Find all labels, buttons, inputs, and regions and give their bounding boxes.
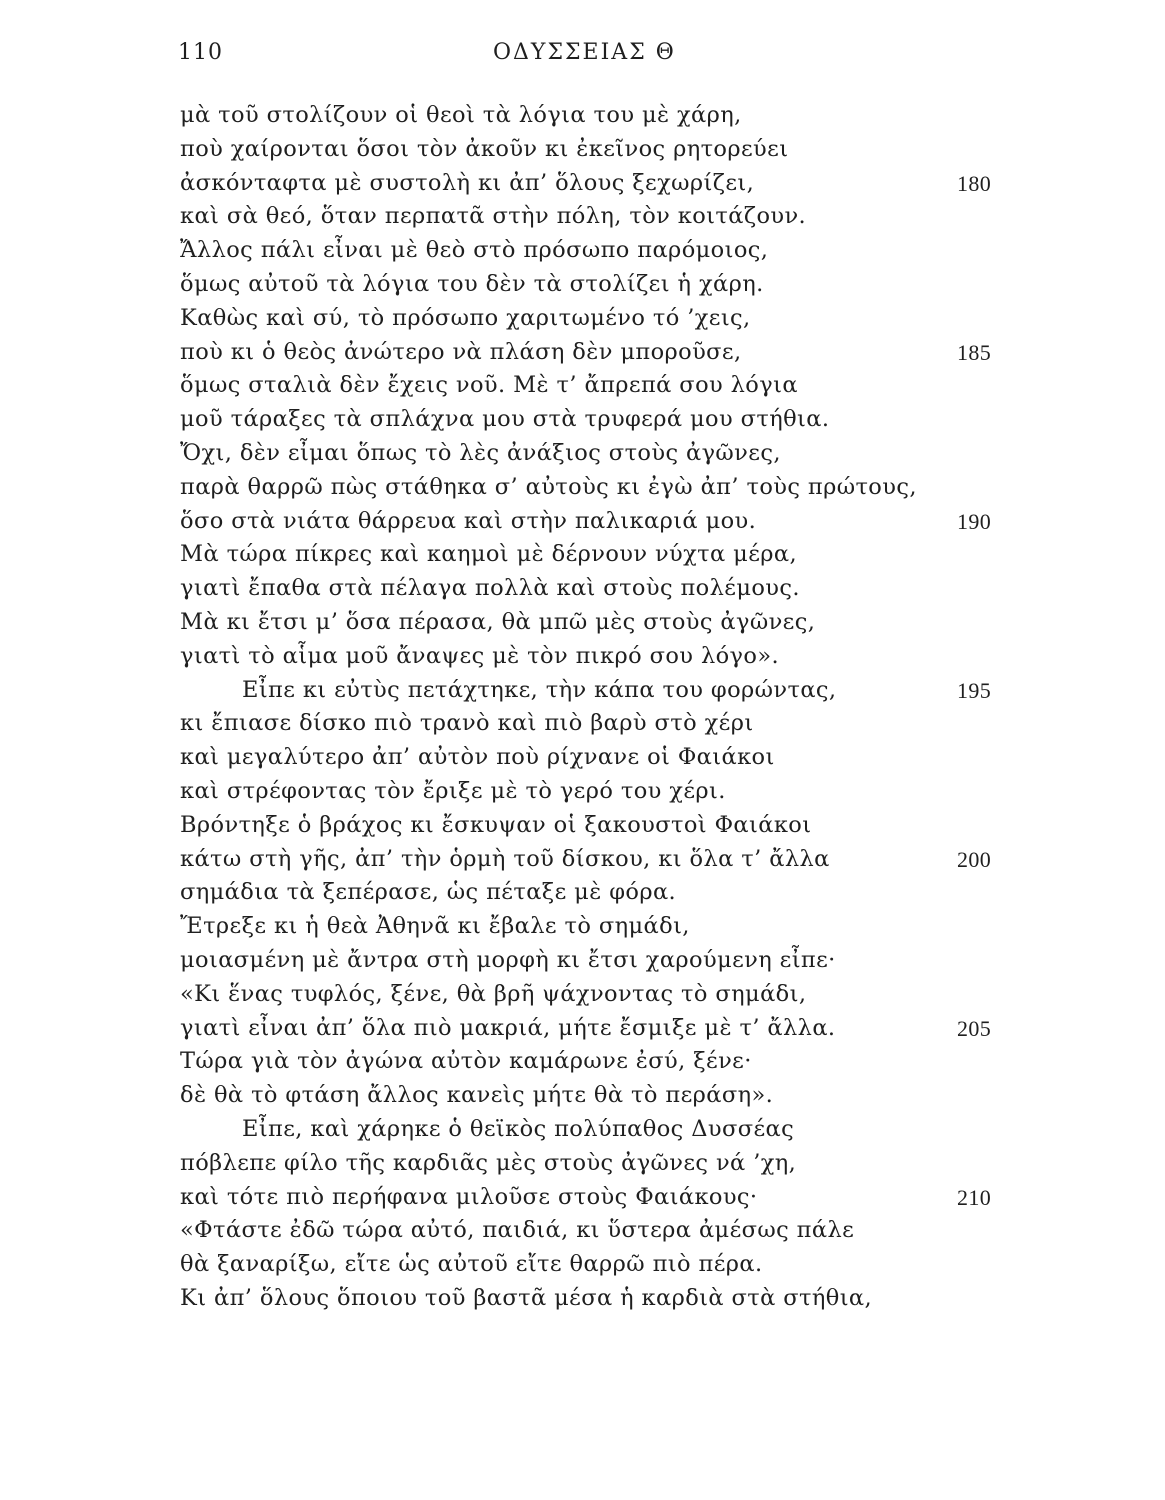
line-number: 210 — [957, 1184, 992, 1210]
verse-text: γιατὶ ἔπαθα στὰ πέλαγα πολλὰ καὶ στοὺς πολέμους. — [180, 575, 800, 602]
verse-text: μὰ τοῦ στολίζουν οἱ θεοὶ τὰ λόγια του μὲ χάρη, — [180, 102, 742, 128]
verse-line — [180, 471, 1010, 505]
verse-line — [180, 707, 1010, 741]
verse-line — [180, 437, 1010, 471]
verse-line — [180, 167, 1010, 201]
verse-line — [180, 403, 1010, 437]
verse-line — [180, 944, 1010, 978]
verse-line — [180, 505, 1010, 539]
verse-line — [180, 910, 1010, 944]
verse-line — [180, 809, 1010, 843]
verse-text: παρὰ θαρρῶ πὼς στάθηκα σ’ αὐτοὺς κι ἐγὼ ἀπ’ τοὺς πρώτους, — [180, 473, 917, 500]
verse-line — [180, 200, 1010, 234]
verse-line — [180, 1181, 1010, 1215]
verse-text: θὰ ξαναρίξω, εἴτε ὡς αὐτοῦ εἴτε θαρρῶ πιὸ πέρα. — [180, 1251, 763, 1278]
verse-text: Καθὼς καὶ σύ, τὸ πρόσωπο χαριτωμένο τό ’χεις, — [180, 304, 751, 331]
verse-line — [180, 1214, 1010, 1248]
verse-line — [180, 876, 1010, 910]
verse-text: Ἄλλος πάλι εἶναι μὲ θεὸ στὸ πρόσωπο παρόμοιος, — [180, 237, 769, 264]
verse-line — [180, 369, 1010, 403]
verse-text: ποὺ κι ὁ θεὸς ἀνώτερο νὰ πλάση δὲν μποροῦσε, — [180, 338, 742, 365]
line-number: 185 — [957, 339, 992, 365]
verse-line — [180, 640, 1010, 674]
verse-text: Κι ἀπ’ ὅλους ὅποιου τοῦ βαστᾶ μέσα ἡ καρδιὰ στὰ στήθια, — [180, 1284, 873, 1311]
verse-text: Εἶπε, καὶ χάρηκε ὁ θεϊκὸς πολύπαθος Δυσσέας — [242, 1115, 795, 1142]
verse-line — [180, 538, 1010, 572]
line-number: 195 — [957, 677, 992, 703]
verse-line — [180, 1012, 1010, 1046]
verse-text: μοῦ τάραξες τὰ σπλάχνα μου στὰ τρυφερά μου στήθια. — [180, 406, 830, 433]
verse-text: σημάδια τὰ ξεπέρασε, ὡς πέταξε μὲ φόρα. — [180, 879, 677, 906]
verse-line — [180, 336, 1010, 370]
verse-line — [180, 1045, 1010, 1079]
verse-line — [180, 99, 1010, 133]
verse-text: Μὰ κι ἔτσι μ’ ὅσα πέρασα, θὰ μπῶ μὲς στοὺς ἀγῶνες, — [180, 608, 816, 635]
verse-text: Ὄχι, δὲν εἶμαι ὅπως τὸ λὲς ἀνάξιος στοὺς ἀγῶνες, — [180, 439, 781, 466]
verse-text: καὶ μεγαλύτερο ἀπ’ αὐτὸν ποὺ ρίχνανε οἱ Φαιάκοι — [180, 744, 775, 771]
verse-text: γιατὶ τὸ αἷμα μοῦ ἄναψες μὲ τὸν πικρό σου λόγο». — [180, 642, 780, 669]
line-number: 200 — [957, 846, 992, 872]
verse-line — [180, 741, 1010, 775]
verse-text: Τώρα γιὰ τὸν ἀγώνα αὐτὸν καμάρωνε ἐσύ, ξένε· — [180, 1048, 752, 1075]
verse-line — [180, 775, 1010, 809]
verse-text: Μὰ τώρα πίκρες καὶ καημοὶ μὲ δέρνουν νύχτα μέρα, — [180, 541, 798, 568]
line-number: 190 — [957, 508, 992, 534]
verse-line — [180, 133, 1010, 167]
line-number: 205 — [957, 1015, 992, 1041]
verse-text: ὅμως σταλιὰ δὲν ἔχεις νοῦ. Μὲ τ’ ἄπρεπά σου λόγια — [180, 372, 798, 399]
verse-line — [180, 606, 1010, 640]
verse-text: Ἔτρεξε κι ἡ θεὰ Ἀθηνᾶ κι ἔβαλε τὸ σημάδι, — [180, 913, 690, 940]
verse-line — [180, 268, 1010, 302]
verse-text: κάτω στὴ γῆς, ἀπ’ τὴν ὁρμὴ τοῦ δίσκου, κι ὅλα τ’ ἄλλα — [180, 845, 830, 872]
verse-line — [180, 234, 1010, 268]
verse-text: ἀσκόνταφτα μὲ συστολὴ κι ἀπ’ ὅλους ξεχωρίζει, — [180, 169, 755, 196]
running-title: ΟΔΥΣΣΕΙΑΣ Θ — [493, 40, 676, 65]
verse-line — [180, 1147, 1010, 1181]
verse-text: Βρόντηξε ὁ βράχος κι ἔσκυψαν οἱ ξακουστοὶ Φαιάκοι — [180, 811, 812, 838]
page-header — [0, 40, 1165, 74]
verse-text: «Φτάστε ἐδῶ τώρα αὐτό, παιδιά, κι ὕστερα ἀμέσως πάλε — [180, 1217, 855, 1244]
line-number: 180 — [957, 170, 992, 196]
verse-line — [180, 302, 1010, 336]
verse-text: ὅσο στὰ νιάτα θάρρευα καὶ στὴν παλικαριά μου. — [180, 507, 757, 534]
verse-line — [180, 1113, 1010, 1147]
verse-text: ὅμως αὐτοῦ τὰ λόγια του δὲν τὰ στολίζει ἡ χάρη. — [180, 270, 764, 297]
verse-line — [180, 978, 1010, 1012]
verse-line — [180, 1248, 1010, 1282]
verse-line — [180, 674, 1010, 708]
verse-line — [180, 843, 1010, 877]
verse-line — [180, 1282, 1010, 1316]
verse-text: γιατὶ εἶναι ἀπ’ ὅλα πιὸ μακριά, μήτε ἔσμιξε μὲ τ’ ἄλλα. — [180, 1014, 836, 1041]
verse-text: καὶ τότε πιὸ περήφανα μιλοῦσε στοὺς Φαιάκους· — [180, 1183, 758, 1210]
verse-block — [180, 99, 1010, 1316]
verse-text: κι ἔπιασε δίσκο πιὸ τρανὸ καὶ πιὸ βαρὺ στὸ χέρι — [180, 710, 754, 737]
verse-text: Εἶπε κι εὐτὺς πετάχτηκε, τὴν κάπα του φορώντας, — [242, 676, 837, 703]
verse-text: μοιασμένη μὲ ἄντρα στὴ μορφὴ κι ἔτσι χαρούμενη εἶπε· — [180, 946, 836, 973]
verse-text: καὶ σὰ θεό, ὅταν περπατᾶ στὴν πόλη, τὸν κοιτάζουν. — [180, 203, 807, 230]
verse-text: πόβλεπε φίλο τῆς καρδιᾶς μὲς στοὺς ἀγῶνες νά ’χη, — [180, 1149, 797, 1176]
verse-text: δὲ θὰ τὸ φτάση ἄλλος κανεὶς μήτε θὰ τὸ περάση». — [180, 1082, 774, 1109]
verse-line — [180, 1079, 1010, 1113]
page-number: 110 — [178, 40, 223, 65]
verse-text: «Κι ἕνας τυφλός, ξένε, θὰ βρῆ ψάχνοντας τὸ σημάδι, — [180, 980, 807, 1007]
verse-text: καὶ στρέφοντας τὸν ἔριξε μὲ τὸ γερό του χέρι. — [180, 777, 726, 804]
verse-text: ποὺ χαίρονται ὅσοι τὸν ἀκοῦν κι ἐκεῖνος ρητορεύει — [180, 135, 789, 162]
verse-line — [180, 572, 1010, 606]
